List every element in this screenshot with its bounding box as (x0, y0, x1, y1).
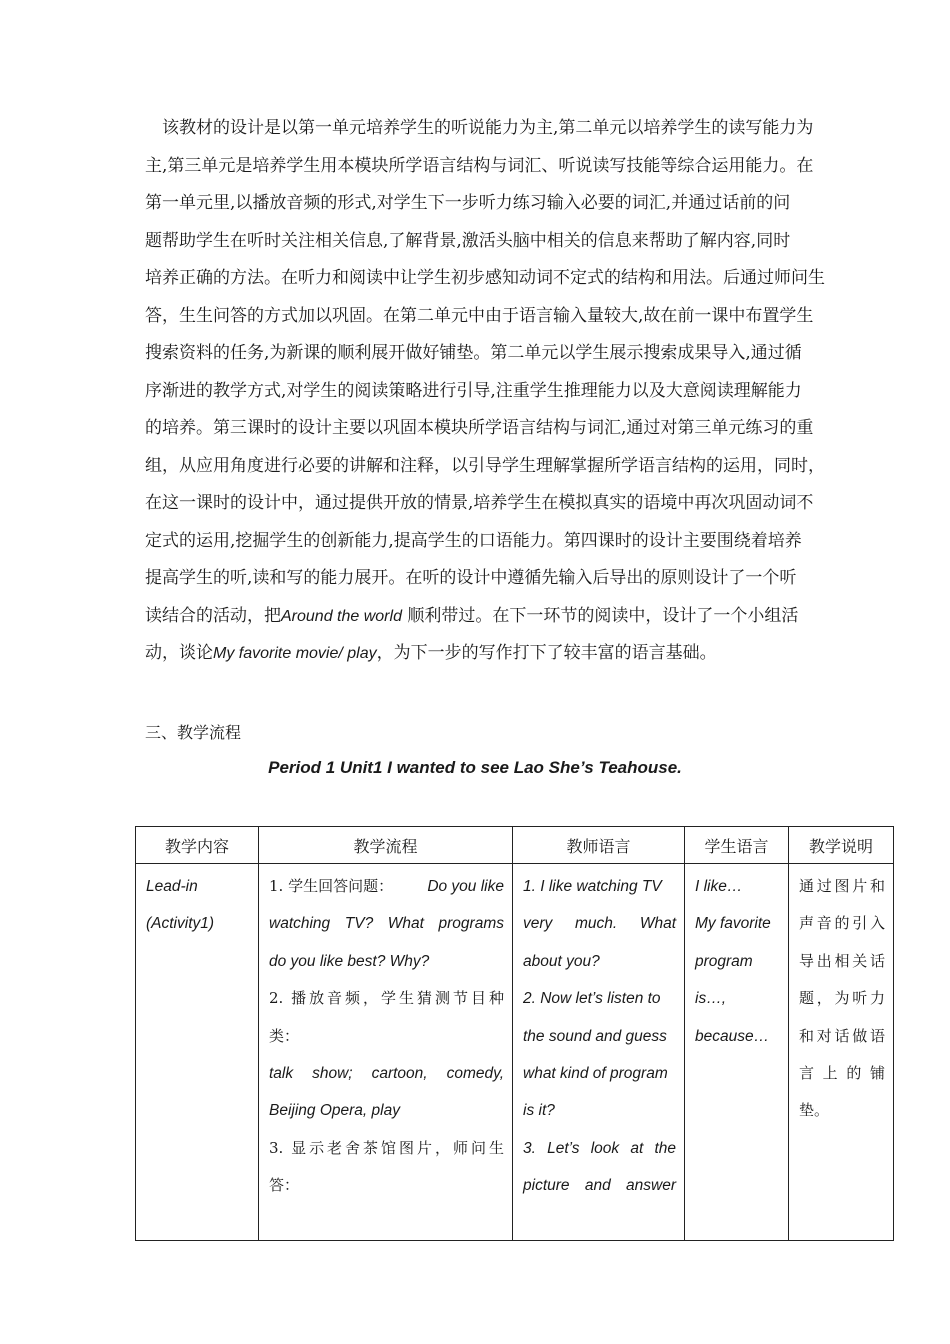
english-phrase: My favorite movie/ play (213, 645, 377, 662)
paragraph-line: 第一单元里,以播放音频的形式,对学生下一步听力练习输入必要的词汇,并通过话前的问 (145, 193, 791, 213)
cell-teacher-language (513, 864, 685, 1241)
process-line: watching TV? What programs (269, 915, 504, 933)
notes-line: 题，为听力 (799, 989, 885, 1008)
paragraph-text: 动，谈论 (145, 643, 213, 663)
paragraph-line: 该教材的设计是以第一单元培养学生的听说能力为主,第二单元以培养学生的读写能力为 (145, 118, 814, 138)
header-notes: 教学说明 (789, 827, 894, 864)
process-line: talk show; cartoon, comedy, (269, 1065, 504, 1083)
paragraph-line: 序渐进的教学方式,对学生的阅读策略进行引导,注重学生推理能力以及大意阅读理解能力 (145, 380, 802, 401)
header-student-language: 学生语言 (685, 827, 789, 864)
paragraph-line: 搜索资料的任务,为新课的顺利展开做好铺垫。第二单元以学生展示搜索成果导入,通过循 (145, 343, 802, 363)
process-line (269, 868, 504, 905)
notes-line: 垫。 (799, 1101, 830, 1120)
student-language-line: because… (695, 1027, 770, 1045)
section-heading: 三、教学流程 (145, 723, 242, 742)
process-question: Do you like (427, 878, 504, 895)
process-line: 2. 播放音频，学生猜测节目种 (269, 989, 504, 1008)
student-language-line: is…, (695, 990, 726, 1008)
paragraph-line: 在这一课时的设计中，通过提供开放的情景,培养学生在模拟真实的语境中再次巩固动词不 (145, 493, 814, 513)
teacher-language-line: the sound and guess (523, 1027, 667, 1045)
teacher-language-line: 3. Let’s look at the (523, 1139, 676, 1157)
cell-student-language (685, 864, 789, 1241)
notes-line: 通过图片和 (799, 877, 885, 895)
cell-content (136, 864, 259, 1241)
paragraph-line (145, 643, 717, 664)
cell-process (259, 864, 513, 1241)
paragraph-line: 答，生生问答的方式加以巩固。在第二单元中由于语言输入量较大,故在前一课中布置学生 (145, 305, 814, 326)
teacher-language-line: 2. Now let’s listen to (523, 990, 661, 1008)
notes-line: 声音的引入 (799, 914, 885, 933)
notes-line: 言 上 的 铺 (799, 1064, 885, 1083)
teacher-language-line: is it? (523, 1102, 555, 1120)
process-line: 3. 显示老舍茶馆图片，师问生 (269, 1138, 504, 1157)
notes-line: 和对话做语 (799, 1026, 885, 1045)
paragraph-line: 提高学生的听,读和写的能力展开。在听的设计中遵循先输入后导出的原则设计了一个听 (145, 568, 797, 588)
student-language-line: My favorite (695, 915, 771, 933)
paragraph-line (145, 606, 798, 627)
paragraph-line: 培养正确的方法。在听力和阅读中让学生初步感知动词不定式的结构和用法。后通过师问生 (145, 268, 825, 288)
student-language-line: program (695, 952, 753, 970)
process-line: Beijing Opera, play (269, 1102, 400, 1120)
period-title: Period 1 Unit1 I wanted to see Lao She’s Teahouse. (268, 758, 682, 777)
teacher-language-line: picture and answer (523, 1177, 676, 1195)
teacher-language-line: what kind of program (523, 1065, 668, 1083)
header-process: 教学流程 (259, 827, 513, 864)
paragraph-line: 组，从应用角度进行必要的讲解和注释，以引导学生理解掌握所学语言结构的运用，同时， (145, 455, 825, 476)
process-line: do you like best? Why? (269, 952, 430, 970)
paragraph-text: 顺利带过。在下一环节的阅读中，设计了一个小组活 (401, 605, 799, 626)
student-language-line: I like… (695, 878, 743, 895)
teacher-language-line: very much. What (523, 915, 676, 933)
cell-notes (789, 864, 894, 1241)
process-text: 1. 学生回答问题： (269, 877, 394, 895)
teaching-flow-table (135, 826, 894, 1241)
paragraph-line: 题帮助学生在听时关注相关信息,了解背景,激活头脑中相关的信息来帮助了解内容,同时 (145, 230, 791, 251)
table-row (136, 864, 894, 1241)
teacher-language-line: 1. I like watching TV (523, 878, 662, 895)
content-line: Lead-in (146, 878, 198, 895)
paragraph-text: ，为下一步的写作打下了较丰富的语言基础。 (376, 643, 717, 663)
header-teacher-language: 教师语言 (513, 827, 685, 864)
paragraph-line: 定式的运用,挖掘学生的创新能力,提高学生的口语能力。第四课时的设计主要围绕着培养 (145, 530, 802, 551)
teacher-language-line: about you? (523, 952, 600, 970)
process-line: 类： (269, 1026, 300, 1045)
english-phrase: Around the world (281, 607, 402, 625)
header-content: 教学内容 (136, 827, 259, 864)
paragraph-text: 读结合的活动，把 (145, 605, 281, 626)
process-line: 答： (269, 1176, 300, 1195)
paragraph-line: 主,第三单元是培养学生用本模块所学语言结构与词汇、听说读写技能等综合运用能力。在 (145, 155, 814, 176)
table-header-row (136, 827, 894, 864)
content-line: (Activity1) (146, 915, 215, 933)
paragraph-line: 的培养。第三课时的设计主要以巩固本模块所学语言结构与词汇,通过对第三单元练习的重 (145, 418, 814, 438)
notes-line: 导出相关话 (799, 951, 885, 970)
